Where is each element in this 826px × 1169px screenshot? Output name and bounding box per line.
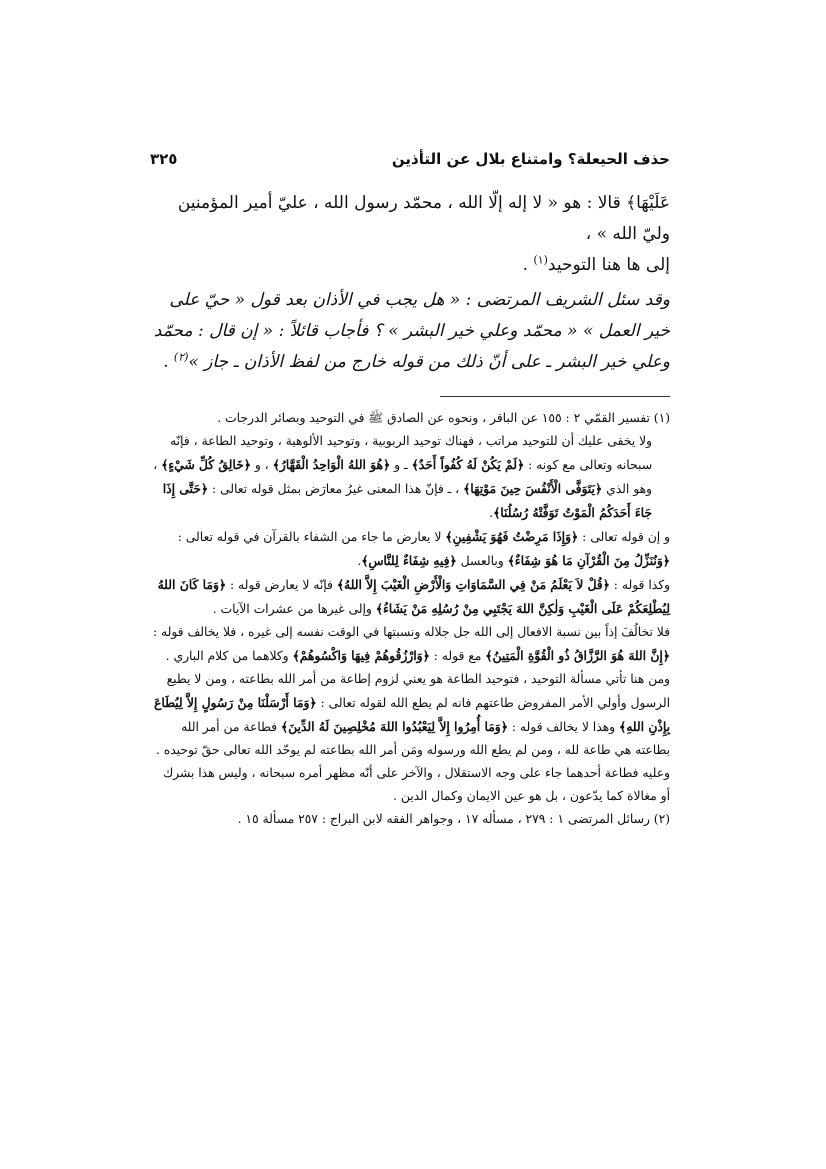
quran-quote: ﴿هُوَ اللهُ الْوَاحِدُ الْقَهَّارُ﴾: [272, 457, 391, 472]
fn1-text-g: و إن قوله تعالى :: [578, 530, 670, 544]
quran-quote: ﴿لَمْ يَكُنْ لَهُ كُفُواً أَحَدٌ﴾: [411, 457, 525, 472]
main-text: [150, 188, 670, 378]
running-header: [150, 150, 670, 180]
quran-quote: ﴿يَتَوَفَّى الْأَنْفُسَ حِينَ مَوْتِهَا﴾: [463, 481, 603, 496]
main-paragraph-1: عَلَيْهَا﴾ قالا : هو « لا إله إلّا الله ، محمّد رسول الله ، عليّ أمير المؤمنين وليّ الله » ،: [177, 193, 670, 244]
fn1-text-b: ـ و: [390, 458, 412, 472]
quran-quote: ﴿حَتَّى إِذَا جَاءَ أَحَدَكُمُ الْمَوْتُ تَوَفَّتْهُ رُسُلُنَا﴾: [162, 481, 652, 520]
main-paragraph-2: [150, 250, 670, 281]
footnote-marker-2[interactable]: (٢): [173, 350, 189, 364]
fn1-text-i: وبالعسل: [456, 554, 508, 568]
quran-quote: ﴿وَمَا أَرْسَلْنَا مِنْ رَسُولٍ إِلاَّ لِيُطَاعَ بِإِذْنِ اللهِ﴾: [153, 695, 670, 734]
footnote-divider: [440, 396, 670, 397]
quote-end: .: [163, 352, 174, 372]
quran-quote: ﴿وَمَا كَانَ اللهُ لِيُطْلِعَكُمْ عَلَى الْغَيْبِ وَلٰكِنَّ اللهَ يَجْتَبِي مِنْ رُسُلِهِ مَنْ يَشَاءُ﴾: [157, 577, 670, 616]
footnote-1-paragraph-1: [150, 430, 670, 525]
fn1-text-k: وكذا قوله :: [609, 578, 670, 592]
fn1-text-c: ، و: [250, 458, 273, 472]
quran-quote: ﴿فِيهِ شِفَاءٌ لِلنَّاسِ﴾: [361, 553, 457, 568]
chapter-title: حذف الحيعلة؟ وامتناع بلال عن التأذين: [391, 150, 670, 168]
fn1-text-q: وهذا لا يخالف قوله :: [507, 720, 619, 734]
quran-quote: ﴿وَنُنَزِّلُ مِنَ الْقُرْآنِ مَا هُوَ شِفَاءٌ﴾: [507, 553, 670, 568]
quran-quote: ﴿وَإِذَا مَرِضْتُ فَهُوَ يَشْفِينِ﴾: [445, 529, 579, 544]
fn1-text-o: مع قوله :: [429, 649, 486, 663]
fn1-text-j: .: [357, 554, 362, 568]
quran-quote: ﴿خَالِقُ كُلِّ شَيْءٍ﴾: [161, 457, 251, 472]
fn1-text-r: فطاعة من أمر الله بطاعته هي طاعة لله ، ومن لم يطع الله ورسوله ومَن أمر الله بطاعته لم يوحّد الله تعالى حقّ توحيده .: [155, 720, 670, 757]
quran-quote: ﴿إِنَّ اللهَ هُوَ الرَّزَّاقُ ذُو الْقُوَّةِ الْمَتِينُ﴾: [485, 648, 670, 663]
footnote-1-paragraph-3: [150, 573, 670, 621]
fn1-text-p: وكلاهما من كلام الباري . ومن هنا تأتي مسألة التوحيد ، فتوحيد الطاعة هو يعني لزوم إطاعة من أمر الله بطاعته ، ومن لا يطيع الرسول وأولي الأمر المفروض طاعتهم فانه لم يطع الله لقوله تعالى :: [165, 649, 670, 710]
page: [150, 150, 670, 831]
page-number: ٣٢٥: [150, 150, 178, 168]
quran-quote: ﴿قُلْ لاَ يَعْلَمُ مَنْ فِي السَّمَاوَاتِ وَالْأَرْضِ الْغَيْبَ إِلاَّ اللهُ﴾: [336, 577, 610, 592]
fn1-text-m: وإلى غيرها من عشرات الآيات .: [212, 602, 376, 616]
fn1-text-f: .: [489, 506, 494, 520]
fn1-text-e: ، ـ فإنّ هذا المعنى غيرُ معارَض بمثل قوله تعالى :: [208, 482, 464, 496]
main-paragraph-2-end: .: [522, 255, 534, 275]
quran-quote: ﴿وَمَا أُمِرُوا إِلاَّ لِيَعْبُدُوا اللهَ مُخْلِصِينَ لَهُ الدِّينَ﴾: [280, 719, 508, 734]
fn1-text-h: لا يعارض ما جاء من الشفاء بالقرآن في قوله تعالى :: [177, 530, 446, 544]
fn1-text-l: فإنّه لا يعارض قوله :: [226, 578, 337, 592]
fn1-text-n: فلا تخالُفَ إذاً بين نسبة الافعال إلى الله جل جلاله ونسبتها في الوقت نفسه إلى غيره ، فلا يخالف قوله :: [152, 625, 670, 639]
footnote-1-paragraph-2: [150, 525, 670, 573]
main-paragraph-2-text: إلى ها هنا التوحيد: [547, 255, 670, 275]
footnote-1-paragraph-5: وعليه فطاعة أحدهما جاء على وجه الاستقلال ، والآخر على أنّه مظهر أمره سبحانه ، وليس هذا بشرك أو مغالاة كما يدّعون ، بل هو عين الايمان وكمال الدين .: [162, 766, 670, 803]
quran-quote: ﴿وَارْزُقُوهُمْ فِيهَا وَاكْسُوهُمْ﴾: [292, 648, 430, 663]
footnotes: [150, 407, 670, 831]
footnote-1-paragraph-4: [150, 621, 670, 762]
footnote-2: (٢) رسائل المرتضى ١ : ٢٧٩ ، مسأله ١٧ ، وجواهر الفقه لابن البراج : ٢٥٧ مسألة ١٥ .: [237, 812, 670, 826]
fn1-text-d: ، وهو الذي: [153, 458, 652, 496]
fn1-text-a: ولا يخفى عليك أن للتوحيد مراتب ، فهناك توحيد الربوبية ، وتوحيد الألوهية ، وتوحيد الطاعة ، فإنّه سبحانه وتعالى مع كونه :: [170, 434, 652, 472]
quote-text: وقد سئل الشريف المرتضى : « هل يجب في الأذان بعد قول « حيّ على خير العمل » « محمّد وعلي خير البشر » ؟ فأجاب قائلاً : « إن قال : محمّد وعلي خير البشر ـ على أنّ ذلك من قوله خارج من لفظ الأذان ـ جاز »: [153, 290, 670, 372]
footnote-marker-1[interactable]: (١): [533, 253, 548, 267]
quote-paragraph: [150, 285, 670, 378]
footnote-1-title: (١) تفسير القمّي ٢ : ١٥٥ عن الباقر ، ونحوه عن الصادق ﷺ في التوحيد وبصائر الدرجات .: [217, 411, 670, 425]
